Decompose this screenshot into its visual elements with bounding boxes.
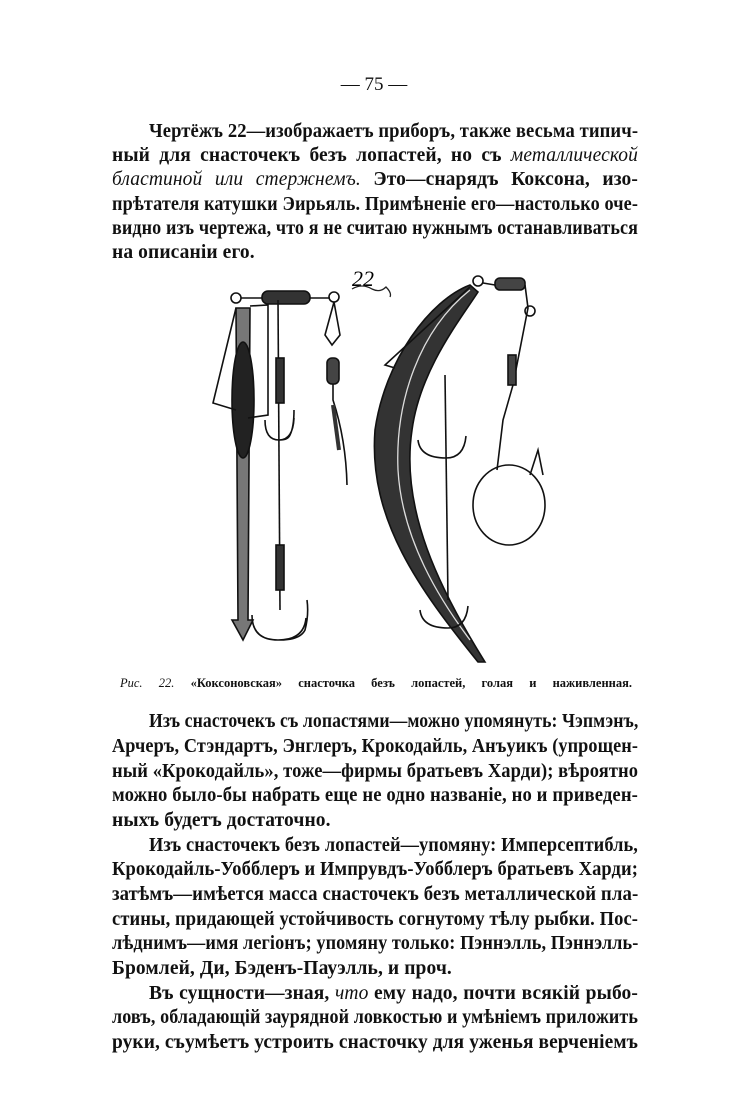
text-line: ныхъ будетъ достаточно. [112,810,331,831]
text-line: Въ сущности—зная, что ему надо, почти всякій рыбо- [149,983,638,1004]
text-line: бластиной или стержнемъ. Это—снарядъ Коксона, изо- [112,169,638,190]
text-line: прѣтателя катушки Эирьяль. Примѣненіе его—настолько оче- [112,194,638,215]
text-line: Арчеръ, Стэндартъ, Энглеръ, Крокодайль, Анъуикъ (упрощен- [112,736,638,757]
text-line: на описаніи его. [112,242,255,263]
text-line: лѣднимъ—имя легіонъ; упомяну только: Пэннэлль, Пэннэлль- [112,933,639,954]
figure-label: 22 [352,266,374,291]
text-line: ный «Крокодайль», тоже—фирмы братьевъ Харди); вѣроятно [112,761,639,782]
text-line: Крокодайль-Уобблеръ и Импрувдъ-Уобблеръ братьевъ Харди; [112,859,638,880]
text-line: Изъ снасточекъ безъ лопастей—упомяну: Имперсептибль, [149,835,638,856]
text-line: ловъ, обладающій заурядной ловкостью и умѣніемъ приложить [112,1007,638,1028]
bare-rig-drawing [213,291,347,640]
text-line: Чертёжъ 22—изображаетъ приборъ, также весьма типич- [149,121,639,142]
page-number: — 75 — [340,74,408,95]
text-line: стины, придающей устойчивость согнутому тѣлу рыбки. Пос- [112,909,639,930]
text-line: видно изъ чертежа, что я не считаю нужнымъ останавливаться [112,218,638,239]
figure-caption: Рис. 22. «Коксоновская» снасточка безъ лопастей, голая и наживленная. [120,676,633,690]
text-line: затѣмъ—имѣется масса снасточекъ безъ металлической пла- [112,884,639,905]
baited-rig-drawing [374,276,545,662]
text-line: Бромлей, Ди, Бэденъ-Пауэлль, и проч. [112,958,452,979]
text-line: можно было-бы набрать еще не одно названіе, но и приведен- [112,785,638,806]
text-line: Изъ снасточекъ съ лопастями—можно упомянуть: Чэпмэнъ, [149,711,639,732]
text-line: руки, съумѣетъ устроить снасточку для уженья верченіемъ [112,1032,639,1053]
text-line: ный для снасточекъ безъ лопастей, но съ металлической [112,145,638,166]
